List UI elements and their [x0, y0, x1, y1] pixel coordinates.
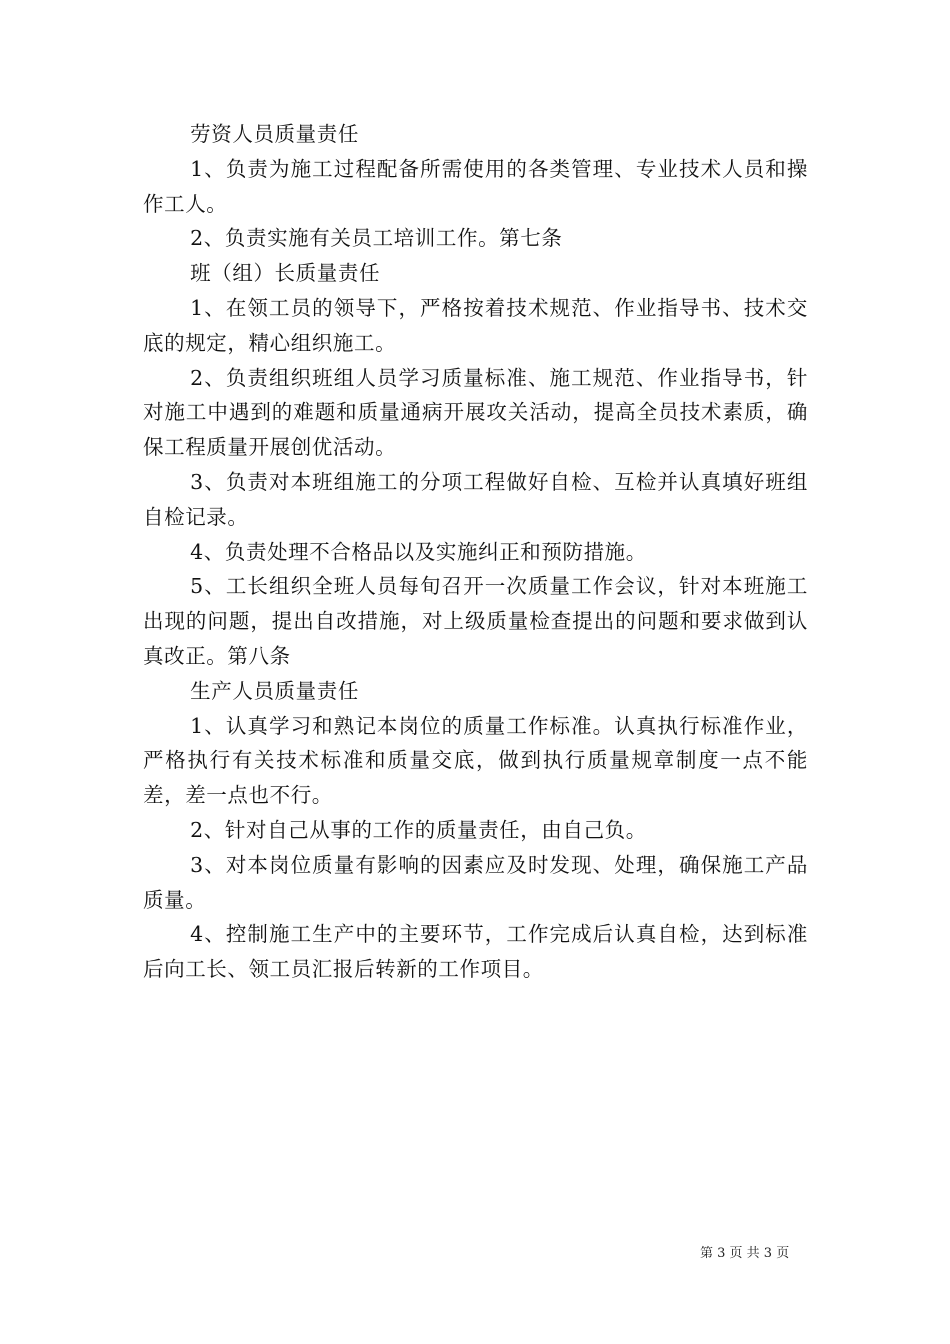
paragraph: 2、负责组织班组人员学习质量标准、施工规范、作业指导书，针对施工中遇到的难题和质量通病开展攻关活动，提高全员技术素质，确保工程质量开展创优活动。	[143, 365, 808, 460]
paragraph: 5、工长组织全班人员每旬召开一次质量工作会议，针对本班施工出现的问题，提出自改措施，对上级质量检查提出的问题和要求做到认真改正。第八条	[143, 574, 808, 668]
paragraph: 1、负责为施工过程配备所需使用的各类管理、专业技术人员和操作工人。	[143, 156, 808, 216]
paragraph: 1、在领工员的领导下，严格按着技术规范、作业指导书、技术交底的规定，精心组织施工。	[143, 295, 808, 355]
section-heading-labor: 劳资人员质量责任	[190, 122, 359, 146]
paragraph: 2、针对自己从事的工作的质量责任，由自己负。	[190, 817, 647, 842]
section-heading-team-leader: 班（组）长质量责任	[190, 261, 381, 286]
page-number: 第 3 页 共 3 页	[700, 1246, 790, 1261]
paragraph: 1、认真学习和熟记本岗位的质量工作标准。认真执行标准作业，严格执行有关技术标准和质量交底，做到执行质量规章制度一点不能差，差一点也不行。	[143, 713, 808, 808]
paragraph: 4、负责处理不合格品以及实施纠正和预防措施。	[190, 539, 647, 564]
paragraph: 3、对本岗位质量有影响的因素应及时发现、处理，确保施工产品质量。	[143, 852, 808, 912]
document-body	[143, 117, 808, 987]
paragraph: 2、负责实施有关员工培训工作。第七条	[190, 226, 563, 251]
paragraph: 4、控制施工生产中的主要环节，工作完成后认真自检，达到标准后向工长、领工员汇报后转新的工作项目。	[143, 922, 808, 982]
paragraph: 3、负责对本班组施工的分项工程做好自检、互检并认真填好班组自检记录。	[143, 469, 808, 529]
section-heading-production: 生产人员质量责任	[190, 678, 359, 703]
